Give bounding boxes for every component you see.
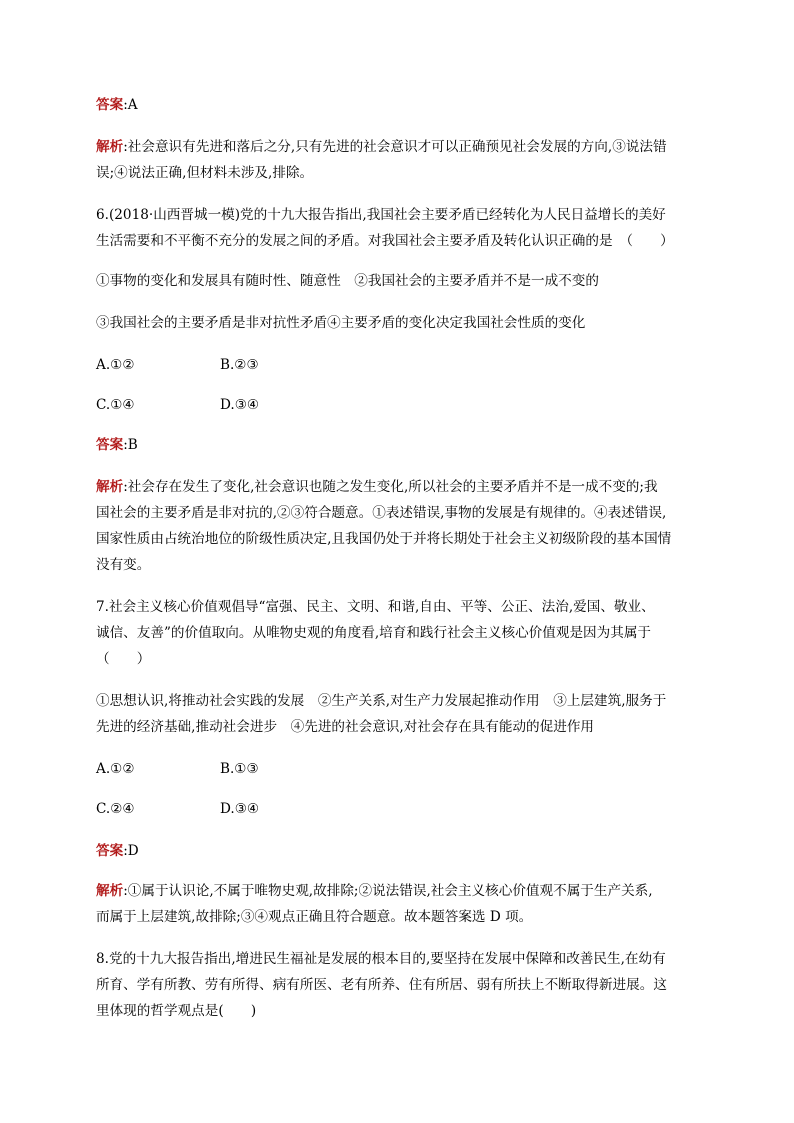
- q6-analysis-line-2: 国社会的主要矛盾是非对抗的,②③符合题意。①表述错误,事物的发展是有规律的。④表述错误,: [96, 505, 667, 521]
- q5-analysis-line-1: 解析:社会意识有先进和落后之分,只有先进的社会意识才可以正确预见社会发展的方向,③说法错: [96, 139, 667, 155]
- q7-stem-line-2: 诚信、友善”的价值取向。从唯物史观的角度看,培育和践行社会主义核心价值观是因为其属于: [96, 625, 652, 641]
- q6-answer-value: :B: [123, 437, 138, 453]
- q6-analysis-line-4: 没有变。: [96, 557, 151, 573]
- q8-stem-line-2: 所育、学有所教、劳有所得、病有所医、老有所养、住有所居、弱有所扶上不断取得新进展。这: [96, 977, 667, 993]
- q7-statement-line-2: 先进的经济基础,推动社会进步 ④先进的社会意识,对社会存在具有能动的促进作用: [96, 719, 595, 735]
- q6-analysis-line-3: 国家性质由占统治地位的阶级性质决定,且我国仍处于并将长期处于社会主义初级阶段的基本国情: [96, 531, 672, 547]
- q5-answer: [96, 96, 138, 114]
- q6-answer: [96, 436, 138, 454]
- analysis-label: 解析: [96, 139, 124, 155]
- q7-stem-line-1: 7.社会主义核心价值观倡导“富强、民主、文明、和谐,自由、平等、公正、法治,爱国、敬业、: [96, 599, 655, 615]
- q6-option-d: D.③④: [220, 397, 260, 413]
- q6-option-c: C.①④: [96, 397, 135, 413]
- q7-option-a: A.①②: [96, 761, 135, 777]
- q6-analysis-line-1: 解析:社会存在发生了变化,社会意识也随之发生变化,所以社会的主要矛盾并不是一成不变的;我: [96, 479, 658, 495]
- answer-label: 答案: [96, 843, 124, 859]
- q7-stem-line-3: （ ）: [96, 651, 151, 667]
- q7-answer-value: :D: [123, 843, 139, 859]
- q5-analysis-line-2: 误;④说法正确,但材料未涉及,排除。: [96, 165, 314, 181]
- answer-label: 答案: [96, 97, 124, 113]
- q7-option-d: D.③④: [220, 801, 260, 817]
- q6-statement-line-2: ③我国社会的主要矛盾是非对抗性矛盾④主要矛盾的变化决定我国社会性质的变化: [96, 315, 586, 331]
- q6-option-b: B.②③: [220, 357, 259, 373]
- q8-stem-line-3: 里体现的哲学观点是( ): [96, 1003, 257, 1019]
- q6-statement-line-1: ①事物的变化和发展具有随时性、随意性 ②我国社会的主要矛盾并不是一成不变的: [96, 273, 599, 289]
- q7-option-c: C.②④: [96, 801, 135, 817]
- q7-statement-line-1: ①思想认识,将推动社会实践的发展 ②生产关系,对生产力发展起推动作用 ③上层建筑,服务于: [96, 693, 667, 709]
- q6-stem-line-1: 6.(2018·山西晋城一模)党的十九大报告指出,我国社会主要矛盾已经转化为人民日益增长的美好: [96, 207, 666, 223]
- analysis-label: 解析: [96, 883, 124, 899]
- q6-stem-line-2: 生活需要和不平衡不充分的发展之间的矛盾。对我国社会主要矛盾及转化认识正确的是 （ ）: [96, 233, 674, 249]
- q7-answer: [96, 842, 139, 860]
- q7-option-b: B.①③: [220, 761, 259, 777]
- q7-analysis-line-1: 解析:①属于认识论,不属于唯物史观,故排除;②说法错误,社会主义核心价值观不属于生产关系,: [96, 883, 653, 899]
- q6-option-a: A.①②: [96, 357, 135, 373]
- q7-analysis-line-2: 而属于上层建筑,故排除;③④观点正确且符合题意。故本题答案选 D 项。: [96, 909, 533, 925]
- q5-answer-value: :A: [123, 97, 138, 113]
- answer-label: 答案: [96, 437, 124, 453]
- analysis-label: 解析: [96, 479, 124, 495]
- q8-stem-line-1: 8.党的十九大报告指出,增进民生福祉是发展的根本目的,要坚持在发展中保障和改善民生,在幼有: [96, 951, 666, 967]
